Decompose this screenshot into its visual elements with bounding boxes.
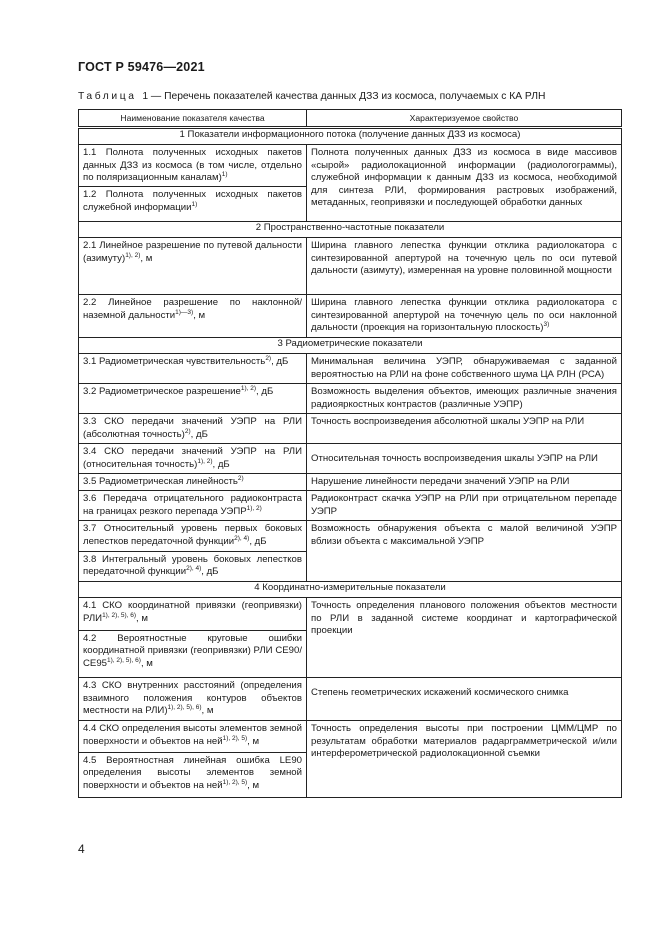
table-caption [78,91,545,102]
column-header-indicator: Наименование показателя качества [79,110,307,128]
footnote-ref: 2) [184,427,191,435]
row-3-6-description: Радиоконтраст скачка УЭПР на РЛИ при отрицательном перепаде УЭПР [311,493,617,517]
row-2-2-description: Ширина главного лепестка функции отклика радиолокатора с синтезированной апертурой на точечную цель по оси наклонной дальности (проекция на горизонтальную плоскость) [311,297,617,334]
table-cell [79,491,307,521]
row-4-3-name: 4.3 СКО внутренних расстояний (определения взаимного положения контуров объектов местности на РЛИ) [83,680,302,717]
footnote-ref: 1), 2) [246,504,262,512]
column-header-property: Характеризуемое свойство [307,110,622,128]
row-3-6-name: 3.6 Передача отрицательного радиоконтраста на границах резкого перепада УЭПР [83,493,302,517]
row-4-4-name: 4.4 СКО определения высоты элементов земной поверхности и объектов на ней [83,723,302,747]
table-cell [307,414,622,444]
footnote-ref: 1), 2), 5), 6) [167,704,202,712]
table-cell [79,414,307,444]
footnote-ref: 1), 2) [240,385,257,393]
footnote-ref: 1), 2), 5) [222,778,248,786]
table-cell [79,187,307,222]
table-cell [307,238,622,295]
section-3-heading: 3 Радиометрические показатели [79,338,622,354]
unit: , дБ [212,458,230,470]
unit: , м [201,705,214,717]
row-2-2-name: 2.2 Линейное разрешение по наклонной/наземной дальности [83,297,302,321]
table-cell [79,598,307,630]
row-4-1-name: 4.1 СКО координатной привязки (геопривязки) РЛИ [83,600,302,624]
unit: , м [193,309,206,321]
row-4-5-name: 4.5 Вероятностная линейная ошибка LE90 определения высоты элементов земной поверхности и объектов на ней [83,755,302,791]
table-cell [79,295,307,338]
table-cell [79,630,307,678]
row-4-3-description: Степень геометрических искажений космического снимка [311,687,569,699]
row-4-1-description: Точность определения планового положения объектов местности по РЛИ в заданной системе координат и картографической проекции [311,600,617,637]
section-1-heading: 1 Показатели информационного потока (получение данных ДЗЗ из космоса) [79,128,622,145]
section-4-heading: 4 Координатно-измерительные показатели [79,582,622,598]
unit: , дБ [190,428,208,440]
row-3-4-name: 3.4 СКО передачи значений УЭПР на РЛИ (относительная точность) [83,446,302,470]
unit: , дБ [249,535,267,547]
table-cell [79,721,307,753]
row-3-5-name: 3.5 Радиометрическая линейность [83,476,238,488]
row-3-7-description: Возможность обнаружения объекта с малой величиной УЭПР вблизи объекта с максимальной УЭПР [311,523,617,547]
footnote-ref: 2) [237,475,244,483]
table-cell [79,521,307,552]
footnote-ref: 2), 4) [234,534,250,542]
table-cell [307,491,622,521]
table-cell [307,521,622,582]
table-cell [79,145,307,187]
unit: , м [140,252,153,264]
table-caption-text: — Перечень показателей качества данных ДЗЗ из космоса, получаемых с КА РЛН [148,91,546,102]
table-cell [307,444,622,474]
unit: , м [136,612,148,624]
table-cell [79,678,307,721]
row-1-2-name: 1.2 Полнота полученных исходных пакетов служебной информации [83,189,302,213]
unit: , дБ [256,386,274,398]
row-4-2-name: 4.2 Вероятностные круговые ошибки координатной привязки (геопривязки) РЛИ CE90/ CE95 [83,632,302,669]
row-3-4-description: Относительная точность воспроизведения шкалы УЭПР на РЛИ [311,453,598,465]
row-3-5-description: Нарушение линейности передачи значений УЭПР на РЛИ [311,476,570,488]
table-cell [307,145,622,222]
footnote-ref: 1), 2), 5) [222,734,248,742]
table-cell [79,444,307,474]
row-3-7-name: 3.7 Относительный уровень первых боковых лепестков передаточной функции [83,523,302,547]
row-3-2-name: 3.2 Радиометрическое разрешение [83,386,241,398]
quality-indicators-table [78,109,622,798]
unit: , дБ [271,356,289,368]
footnote-ref: 1), 2), 5), 6) [102,611,137,619]
row-3-1-name: 3.1 Радиометрическая чувствительность [83,356,266,368]
row-3-1-description: Минимальная величина УЭПР, обнаруживаемая с заданной вероятностью на РЛИ на фоне собственного шума ЦА РЛН (РСА) [311,356,617,380]
section-2-heading: 2 Пространственно-частотные показатели [79,222,622,238]
table-cell [79,238,307,295]
row-4-4-description: Точность определения высоты при построении ЦММ/ЦМР по результатам обработки материалов радарграмметрической и/или интерферометрической радиолокационной съемки [311,723,617,760]
row-3-8-name: 3.8 Интегральный уровень боковых лепестков передаточной функции [83,553,302,578]
table-caption-label: Таблица [78,91,137,102]
page-number: 4 [78,842,85,856]
footnote-ref: 1), 2) [197,457,213,465]
table-cell [307,295,622,338]
table-cell [79,753,307,798]
table-cell [307,678,622,721]
unit: , дБ [201,566,219,578]
table-cell [307,474,622,491]
footnote-ref: 2), 4) [186,565,202,573]
unit: , м [140,657,153,669]
table-cell [307,721,622,798]
table-cell [79,354,307,384]
footnote-ref: 1) [191,200,198,208]
footnote-ref: 2) [265,355,272,363]
row-1-1-name: 1.1 Полнота полученных исходных пакетов данных ДЗЗ из космоса (в том числе, отдельно по поляризационным каналам) [83,147,302,184]
row-3-3-name: 3.3 СКО передачи значений УЭПР на РЛИ (абсолютная точность) [83,416,302,440]
table-cell [307,354,622,384]
row-2-1-description: Ширина главного лепестка функции отклика радиолокатора с синтезированной апертурой на точечную цель по оси путевой дальности (азимуту), измеренная на уровне половинной мощности [311,240,617,277]
footnote-ref: 1), 2), 5), 6) [107,656,141,664]
row-1-description: Полнота полученных данных ДЗЗ из космоса в виде массивов «сырой» радиолокационной информации (радиологограммы), служебной информации к данным ДЗЗ из космоса, необходимой для синтеза РЛИ, формирования растровых изображений, метаданных, геопривязки и последующей обработки данных [311,147,617,209]
table-cell [79,384,307,414]
table-cell [307,598,622,678]
footnote-ref: 1)—3) [175,308,194,316]
table-cell [79,551,307,582]
footnote-ref: 3) [543,321,550,329]
row-3-2-description: Возможность выделения объектов, имеющих различные значения радиояркостных контрастов (различные УЭПР) [311,386,617,410]
unit: , м [247,735,260,747]
table-cell [79,474,307,491]
footnote-ref: 1), 2) [125,251,141,259]
table-caption-number: 1 [142,91,149,102]
row-3-3-description: Точность воспроизведения абсолютной шкалы УЭПР на РЛИ [311,416,585,428]
table-cell [307,384,622,414]
standard-number: ГОСТ Р 59476—2021 [78,60,205,74]
row-2-1-name: 2.1 Линейное разрешение по путевой дальности (азимуту) [83,240,302,264]
footnote-ref: 1) [221,171,228,179]
unit: , м [247,779,260,791]
